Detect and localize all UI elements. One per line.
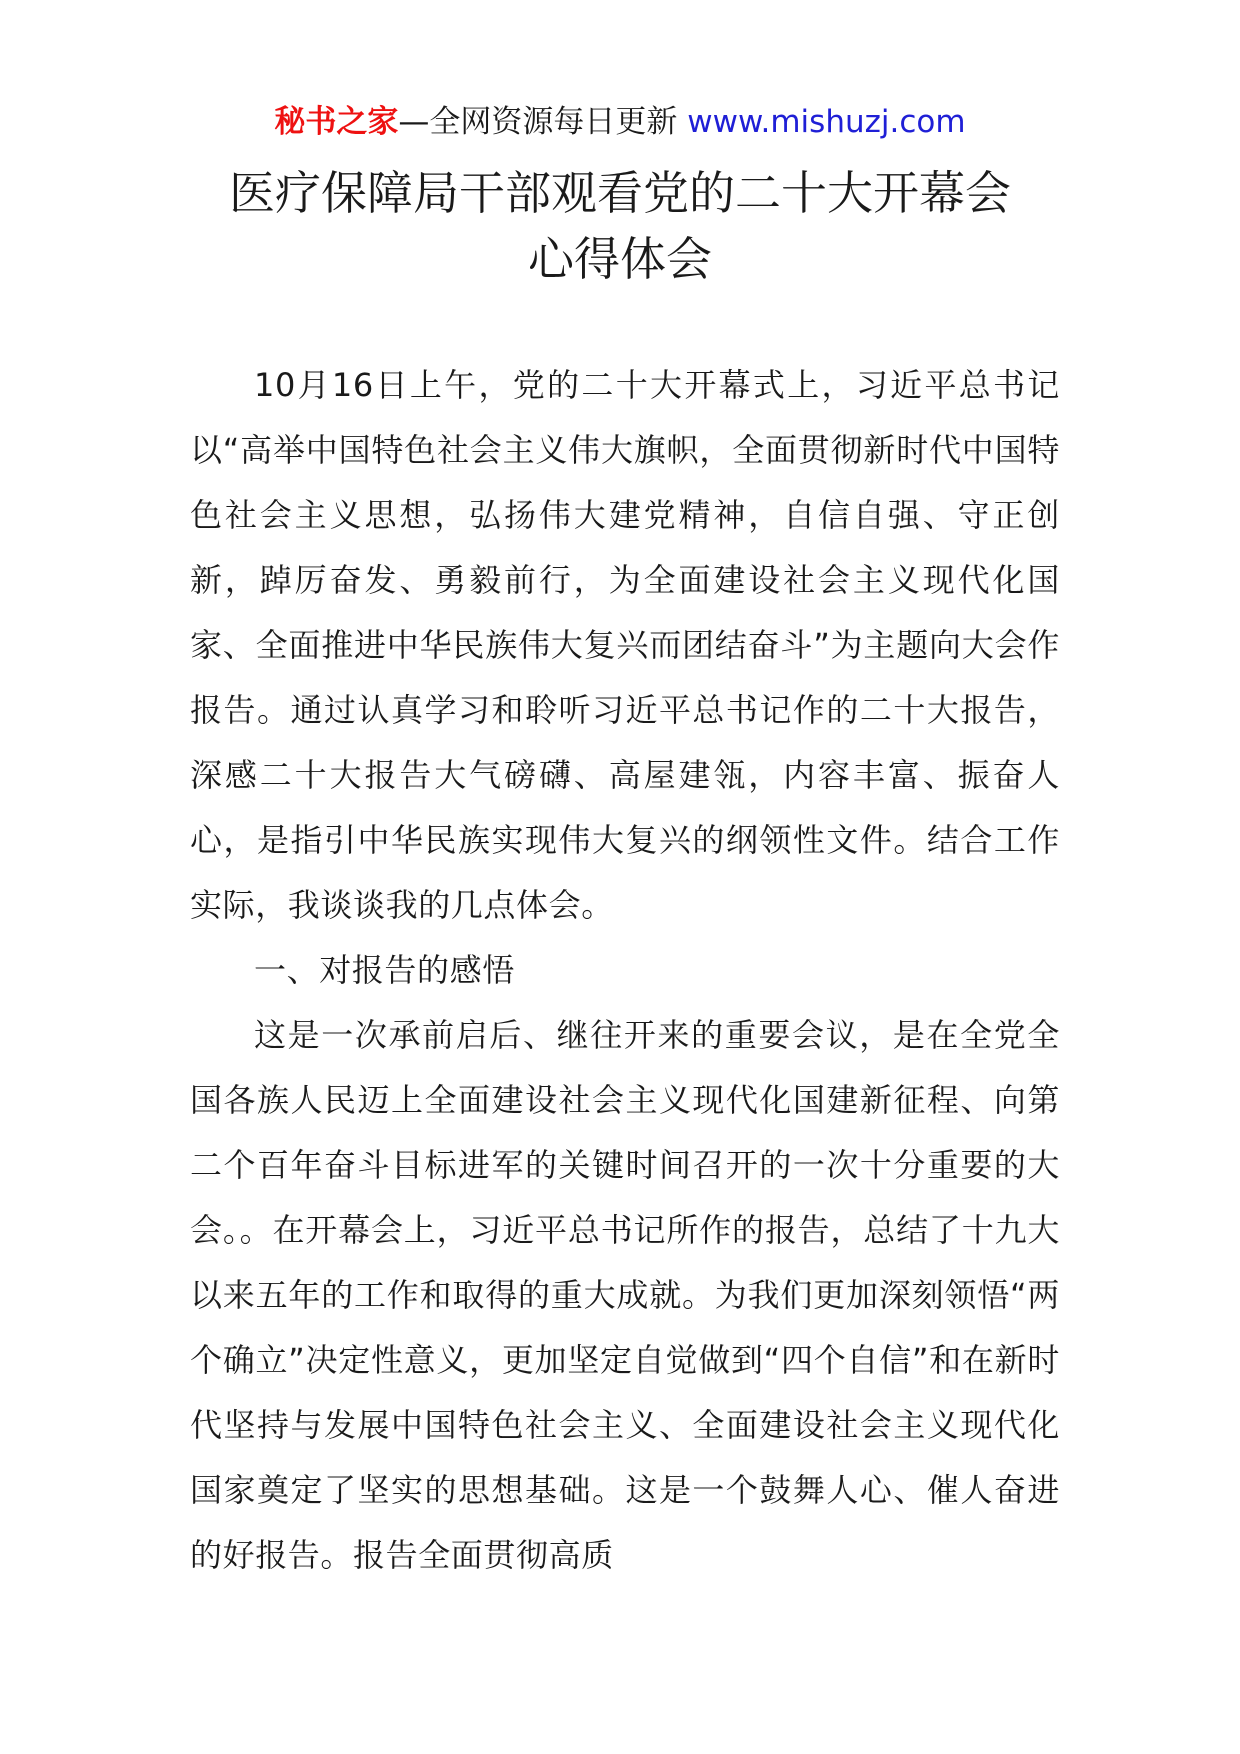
document-title xyxy=(0,160,1240,292)
site-banner xyxy=(0,100,1240,144)
title-line-2: 心得体会 xyxy=(528,232,712,286)
banner-slogan: —全网资源每日更新 xyxy=(398,104,688,140)
paragraph-intro: 10月16日上午，党的二十大开幕式上，习近平总书记以“高举中国特色社会主义伟大旗帜，全面贯彻新时代中国特色社会主义思想，弘扬伟大建党精神，自信自强、守正创新，踔厉奋发、勇毅前行，为全面建设社会主义现代化国家、全面推进中华民族伟大复兴而团结奋斗”为主题向大会作报告。通过认真学习和聆听习近平总书记作的二十大报告，深感二十大报告大气磅礴、高屋建瓴，内容丰富、振奋人心，是指引中华民族实现伟大复兴的纲领性文件。结合工作实际，我谈谈我的几点体会。 xyxy=(190,366,1060,924)
brand-name: 秘书之家 xyxy=(274,104,399,140)
site-url-link[interactable]: www.mishuzj.com xyxy=(687,104,966,140)
section-heading: 一、对报告的感悟 xyxy=(254,951,515,989)
title-line-1: 医疗保障局干部观看党的二十大开幕会 xyxy=(229,166,1011,220)
paragraph-section-1: 这是一次承前启后、继往开来的重要会议，是在全党全国各族人民迈上全面建设社会主义现代化国建新征程、向第二个百年奋斗目标进军的关键时间召开的一次十分重要的大会。。在开幕会上，习近平总书记所作的报告，总结了十九大以来五年的工作和取得的重大成就。为我们更加深刻领悟“两个确立”决定性意义，更加坚定自觉做到“四个自信”和在新时代坚持与发展中国特色社会主义、全面建设社会主义现代化国家奠定了坚实的思想基础。这是一个鼓舞人心、催人奋进的好报告。报告全面贯彻高质 xyxy=(190,1016,1060,1574)
document-body xyxy=(190,353,1060,1588)
